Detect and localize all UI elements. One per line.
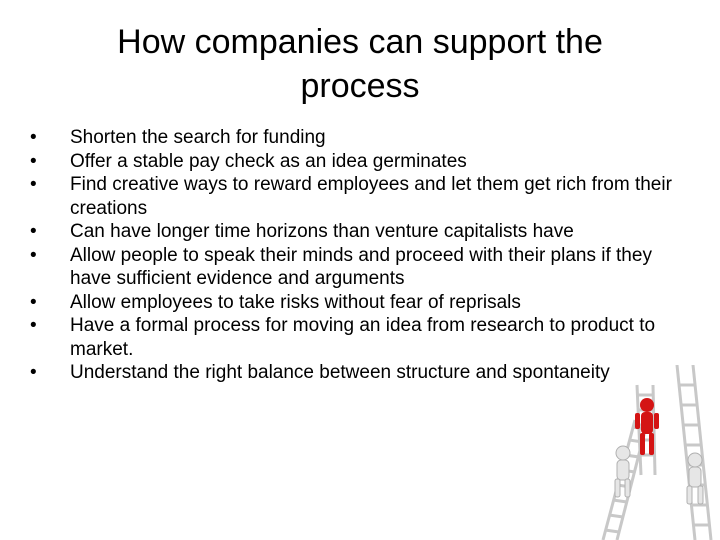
bullet-item	[28, 314, 678, 361]
bullet-text: Have a formal process for moving an idea from research to product to market.	[70, 315, 656, 360]
bullet-item	[28, 361, 678, 385]
bullet-item	[28, 173, 678, 220]
bullet-item	[28, 126, 678, 150]
climber-figure-icon	[615, 446, 630, 497]
slide-title: How companies can support the process	[117, 23, 603, 105]
bullet-marker: •	[30, 174, 37, 195]
bullet-marker: •	[30, 221, 37, 242]
bullet-item	[28, 291, 678, 315]
bullet-list	[28, 126, 678, 385]
bullet-text: Allow employees to take risks without fear of reprisals	[70, 291, 521, 313]
bullet-item	[28, 220, 678, 244]
ladder-right-icon	[677, 365, 711, 540]
bullet-text: Shorten the search for funding	[70, 127, 326, 148]
bullet-marker: •	[30, 150, 37, 172]
bullet-text: Offer a stable pay check as an idea germinates	[70, 150, 467, 172]
bullet-text: Find creative ways to reward employees and let them get rich from their creations	[70, 174, 672, 219]
climber-figure-icon	[687, 453, 703, 504]
bullet-marker: •	[30, 362, 37, 383]
bullet-text: Allow people to speak their minds and proceed with their plans if they have sufficient evidence and arguments	[70, 244, 652, 289]
bullet-item	[28, 244, 678, 291]
bullet-item	[28, 150, 678, 174]
bullet-marker: •	[30, 127, 37, 148]
bullet-marker: •	[30, 291, 37, 313]
bullet-marker: •	[30, 244, 37, 266]
bullet-text: Understand the right balance between structure and spontaneity	[70, 362, 610, 383]
bullet-text: Can have longer time horizons than venture capitalists have	[70, 221, 574, 242]
ladders-with-figures-icon	[595, 365, 720, 540]
bullet-marker: •	[30, 315, 37, 336]
